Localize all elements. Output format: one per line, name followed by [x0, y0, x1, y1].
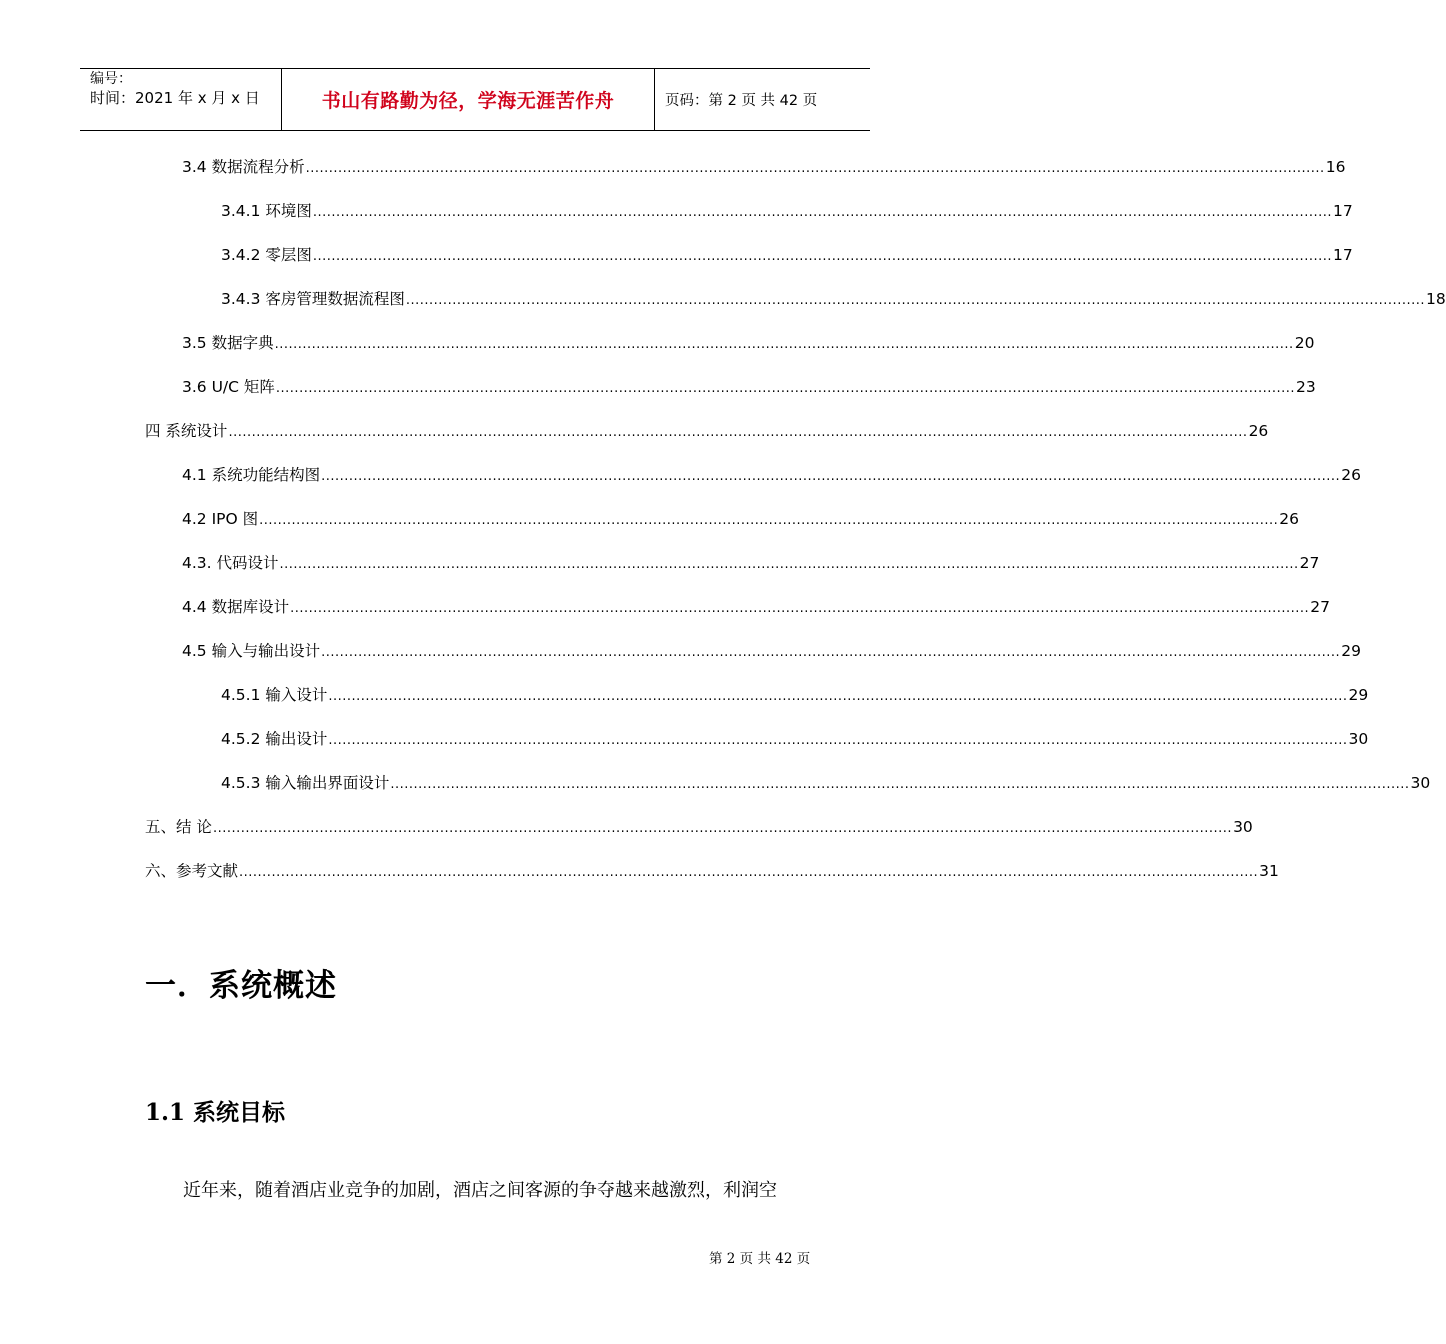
page-header [80, 68, 870, 131]
header-meta-cell [80, 69, 282, 130]
toc-entry-title: 4.4 数据库设计 [182, 598, 290, 616]
toc-leader-dots: ............................................................................................................................................................................................................................ [312, 205, 1332, 220]
toc-entry-page: 26 [1341, 466, 1361, 484]
toc-entry-page: 26 [1248, 422, 1269, 440]
toc-entry[interactable] [221, 199, 1353, 223]
toc-entry-title: 4.2 IPO 图 [182, 510, 259, 528]
section-heading: 1.1 系统目标 [145, 1099, 286, 1126]
time-label: 时间：2021 年 x 月 x 日 [90, 89, 260, 107]
toc-entry-title: 五、结 论 [145, 818, 212, 836]
toc-entry-title: 3.4.3 客房管理数据流程图 [221, 290, 405, 308]
toc-entry[interactable] [221, 771, 1431, 795]
toc-leader-dots: ............................................................................................................................................................................................................................ [259, 513, 1279, 528]
toc-entry[interactable] [182, 551, 1320, 575]
toc-leader-dots: ............................................................................................................................................................................................................................ [312, 249, 1332, 264]
toc-entry[interactable] [182, 595, 1330, 619]
toc-entry[interactable] [182, 507, 1299, 531]
toc-entry[interactable] [182, 331, 1315, 355]
toc-leader-dots: ............................................................................................................................................................................................................................ [328, 733, 1348, 748]
toc-leader-dots: ............................................................................................................................................................................................................................ [321, 645, 1341, 660]
toc-entry[interactable] [145, 859, 1279, 883]
toc-entry-page: 27 [1310, 598, 1330, 616]
chapter-heading: 一．系统概述 [145, 968, 337, 1004]
toc-entry-page: 30 [1410, 774, 1431, 792]
toc-leader-dots: ............................................................................................................................................................................................................................ [279, 557, 1299, 572]
toc-leader-dots: ............................................................................................................................................................................................................................ [274, 337, 1294, 352]
toc-entry[interactable] [182, 375, 1316, 399]
toc-entry-title: 4.1 系统功能结构图 [182, 466, 321, 484]
toc-entry-page: 20 [1294, 334, 1315, 352]
toc-entry-title: 4.5 输入与输出设计 [182, 642, 321, 660]
toc-entry-page: 26 [1279, 510, 1299, 528]
toc-entry[interactable] [182, 639, 1361, 663]
toc-leader-dots: ............................................................................................................................................................................................................................ [228, 425, 1248, 440]
toc-leader-dots: ............................................................................................................................................................................................................................ [390, 777, 1410, 792]
toc-entry[interactable] [145, 419, 1269, 443]
toc-entry-page: 31 [1259, 862, 1279, 880]
toc-entry-title: 3.4 数据流程分析 [182, 158, 305, 176]
toc-entry-title: 4.5.3 输入输出界面设计 [221, 774, 390, 792]
toc-entry-title: 4.5.2 输出设计 [221, 730, 328, 748]
toc-entry-title: 3.4.1 环境图 [221, 202, 312, 220]
toc-entry-page: 17 [1333, 246, 1353, 264]
toc-entry-page: 18 [1426, 290, 1446, 308]
toc-leader-dots: ............................................................................................................................................................................................................................ [212, 821, 1233, 836]
toc-entry-title: 3.6 U/C 矩阵 [182, 378, 275, 396]
toc-entry[interactable] [221, 287, 1446, 311]
toc-leader-dots: ............................................................................................................................................................................................................................ [275, 381, 1296, 396]
toc-entry[interactable] [145, 815, 1253, 839]
toc-entry-page: 27 [1299, 554, 1320, 572]
toc-leader-dots: ............................................................................................................................................................................................................................ [305, 161, 1325, 176]
toc-entry-page: 30 [1348, 730, 1369, 748]
serial-label: 编号： [90, 71, 132, 87]
toc-entry-title: 4.5.1 输入设计 [221, 686, 328, 704]
toc-entry[interactable] [182, 155, 1346, 179]
toc-entry-page: 23 [1296, 378, 1316, 396]
toc-entry[interactable] [221, 243, 1353, 267]
toc-leader-dots: ............................................................................................................................................................................................................................ [290, 601, 1310, 616]
motto-text: 书山有路勤为径，学海无涯苦作舟 [321, 90, 615, 112]
header-motto-cell [282, 69, 655, 130]
toc-entry-title: 3.4.2 零层图 [221, 246, 312, 264]
toc-leader-dots: ............................................................................................................................................................................................................................ [328, 689, 1348, 704]
toc-entry[interactable] [182, 463, 1361, 487]
toc-leader-dots: ............................................................................................................................................................................................................................ [321, 469, 1341, 484]
toc-entry-title: 3.5 数据字典 [182, 334, 274, 352]
header-page-info: 页码：第 2 页 共 42 页 [665, 93, 818, 109]
toc-entry-page: 29 [1341, 642, 1361, 660]
page-footer: 第 2 页 共 42 页 [709, 1251, 811, 1267]
toc-entry[interactable] [221, 727, 1369, 751]
toc-entry-page: 29 [1348, 686, 1369, 704]
toc-entry-page: 30 [1233, 818, 1253, 836]
toc-entry-title: 4.3. 代码设计 [182, 554, 279, 572]
toc-entry-page: 17 [1333, 202, 1353, 220]
toc-entry-title: 六、参考文献 [145, 862, 239, 880]
toc-entry-page: 16 [1325, 158, 1346, 176]
body-paragraph: 近年来，随着酒店业竞争的加剧，酒店之间客源的争夺越来越激烈，利润空 [183, 1180, 777, 1201]
toc-leader-dots: ............................................................................................................................................................................................................................ [239, 865, 1259, 880]
toc-entry[interactable] [221, 683, 1369, 707]
toc-entry-title: 四 系统设计 [145, 422, 228, 440]
header-page-cell [655, 69, 870, 130]
toc-leader-dots: ............................................................................................................................................................................................................................ [405, 293, 1425, 308]
